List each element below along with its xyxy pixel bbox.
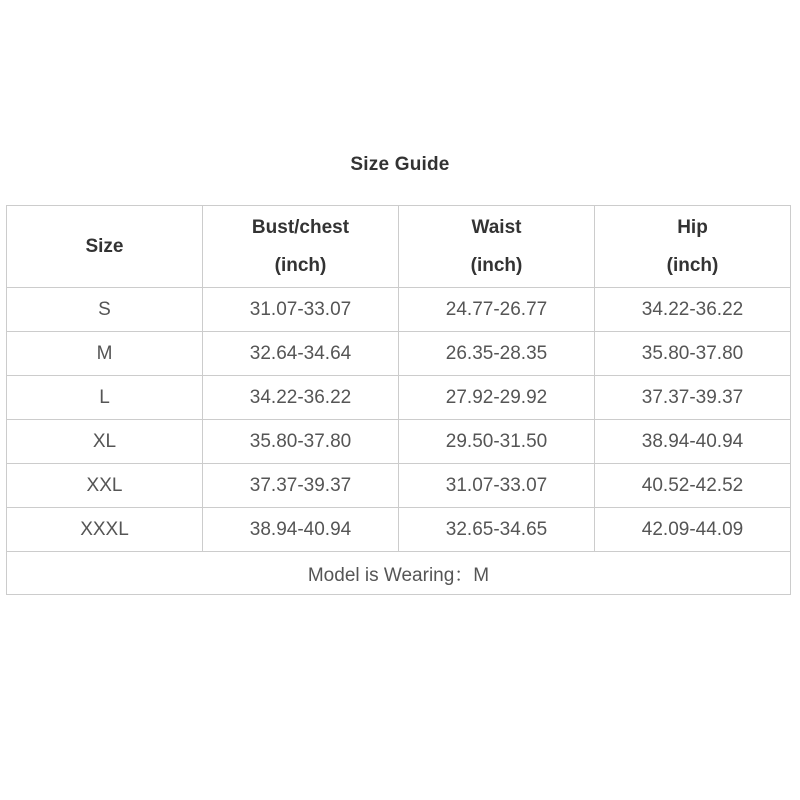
cell-waist: 29.50-31.50 [399,420,595,464]
cell-bust-chest: 32.64-34.64 [203,332,399,376]
header-hip-unit: (inch) [666,254,719,276]
header-bust-chest-label: Bust/chest [251,216,350,238]
header-hip-label: Hip [677,216,708,238]
cell-hip: 40.52-42.52 [595,464,791,508]
table-row [7,464,791,508]
cell-size: XXXL [7,508,203,552]
cell-size: S [7,288,203,332]
cell-size: L [7,376,203,420]
header-size [7,206,203,288]
cell-bust-chest: 34.22-36.22 [203,376,399,420]
cell-hip: 35.80-37.80 [595,332,791,376]
header-hip [595,206,791,288]
cell-size: XL [7,420,203,464]
header-waist-unit: (inch) [470,254,523,276]
table-row [7,332,791,376]
table-row [7,376,791,420]
table-row [7,508,791,552]
cell-bust-chest: 31.07-33.07 [203,288,399,332]
page-title: Size Guide [350,154,450,175]
cell-waist: 24.77-26.77 [399,288,595,332]
table-row [7,288,791,332]
cell-waist: 31.07-33.07 [399,464,595,508]
header-size-label: Size [85,235,124,257]
table-header-row [7,206,791,288]
cell-waist: 32.65-34.65 [399,508,595,552]
cell-bust-chest: 38.94-40.94 [203,508,399,552]
model-wearing-note: Model is Wearing：M [7,552,791,595]
cell-bust-chest: 35.80-37.80 [203,420,399,464]
cell-size: XXL [7,464,203,508]
cell-hip: 34.22-36.22 [595,288,791,332]
cell-hip: 38.94-40.94 [595,420,791,464]
size-guide-table [6,205,791,595]
header-bust-chest [203,206,399,288]
header-bust-chest-unit: (inch) [274,254,327,276]
cell-hip: 42.09-44.09 [595,508,791,552]
cell-size: M [7,332,203,376]
cell-bust-chest: 37.37-39.37 [203,464,399,508]
header-waist-label: Waist [471,216,522,238]
cell-waist: 26.35-28.35 [399,332,595,376]
cell-hip: 37.37-39.37 [595,376,791,420]
table-footer-row [7,552,791,595]
header-waist [399,206,595,288]
table-row [7,420,791,464]
cell-waist: 27.92-29.92 [399,376,595,420]
